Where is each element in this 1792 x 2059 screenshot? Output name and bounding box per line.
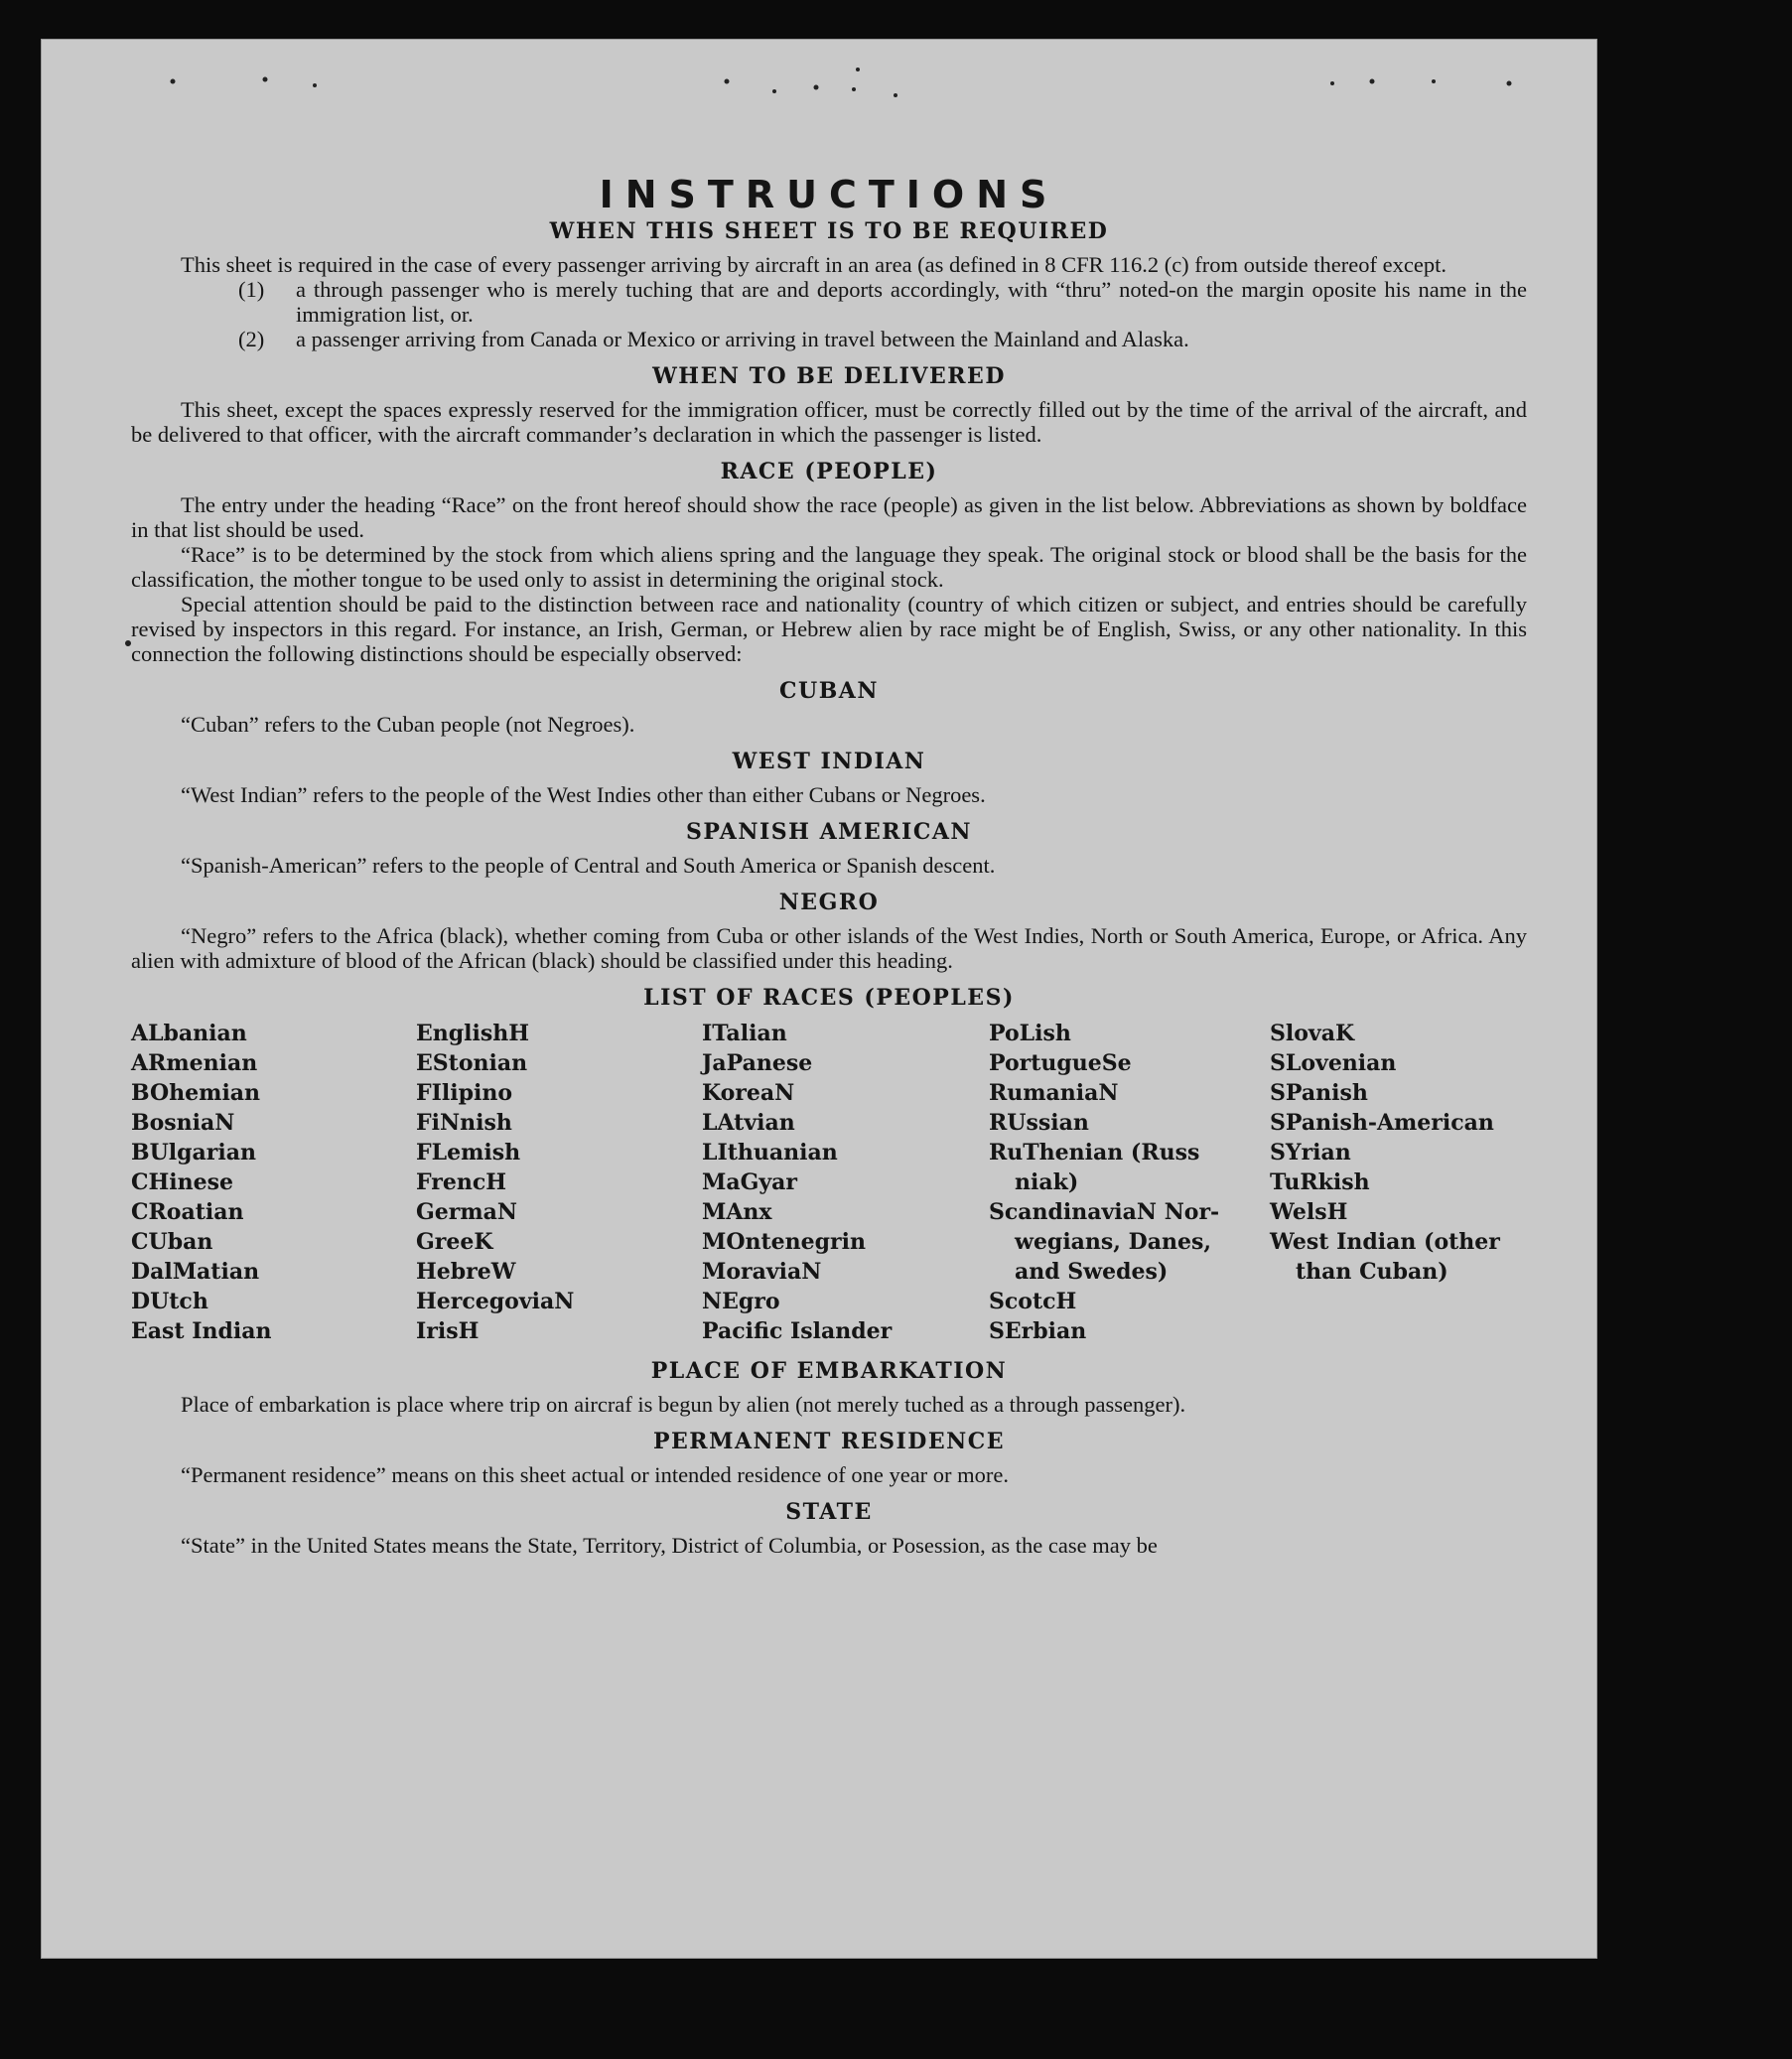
race-entry: ScotcH <box>989 1289 1077 1314</box>
race-entry: GermaN <box>416 1199 518 1225</box>
races-column <box>131 1019 416 1346</box>
race-entry: TuRkish <box>1270 1169 1370 1195</box>
negro-text: “Negro” refers to the Africa (black), whether coming from Cuba or other islands of the West Indies, North or South America, Europe, or Africa. Any alien with admixture of blood of the African (black) should be classified under this heading. <box>131 923 1527 973</box>
race-entry: CUban <box>131 1229 213 1255</box>
race-entry: West Indian (other <box>1270 1229 1500 1255</box>
race-entry: SPanish <box>1270 1080 1368 1106</box>
race-entry: MaGyar <box>702 1169 798 1195</box>
races-column <box>702 1019 989 1346</box>
race-entry: LAtvian <box>702 1110 795 1136</box>
race-entry: RUssian <box>989 1110 1089 1136</box>
exception-number: (1) <box>238 277 265 302</box>
race-paragraph: The entry under the heading “Race” on the front hereof should show the race (people) as given in the list below. Abbreviations as shown by boldface in that list should be used. <box>131 492 1527 542</box>
race-entry: CRoatian <box>131 1199 244 1225</box>
race-entry: BOhemian <box>131 1080 261 1106</box>
race-entry: CHinese <box>131 1169 234 1195</box>
race-entry: Pacific Islander <box>702 1318 893 1344</box>
race-entry: FrencH <box>416 1169 506 1195</box>
west-indian-text: “West Indian” refers to the people of the West Indies other than either Cubans or Negroes. <box>181 782 986 807</box>
heading-cuban: CUBAN <box>779 678 879 704</box>
race-entry: FiNnish <box>416 1110 512 1136</box>
race-entry: FLemish <box>416 1140 521 1166</box>
heading-negro: NEGRO <box>778 890 880 915</box>
heading-permanent-residence: PERMANENT RESIDENCE <box>653 1429 1005 1454</box>
heading-state: STATE <box>785 1499 873 1525</box>
exception-item <box>238 277 1527 327</box>
race-entry: ITalian <box>702 1021 787 1046</box>
race-entry: MOntenegrin <box>702 1229 866 1255</box>
spanish-american-text: “Spanish-American” refers to the people of Central and South America or Spanish descent. <box>181 853 996 878</box>
race-entry: DUtch <box>131 1289 208 1314</box>
race-entry: DalMatian <box>131 1259 260 1285</box>
exception-number: (2) <box>238 327 265 351</box>
cuban-text: “Cuban” refers to the Cuban people (not Negroes). <box>181 712 635 737</box>
race-entry: ALbanian <box>131 1021 247 1046</box>
heading-when-delivered: WHEN TO BE DELIVERED <box>652 363 1006 389</box>
race-entry: KoreaN <box>702 1080 795 1106</box>
race-entry: SErbian <box>989 1318 1087 1344</box>
race-entry: RumaniaN <box>989 1080 1119 1106</box>
race-entry: East Indian <box>131 1318 272 1344</box>
race-entry: PortugueSe <box>989 1050 1132 1076</box>
races-column <box>1270 1019 1527 1346</box>
residence-text: “Permanent residence” means on this sheet actual or intended residence of one year or more. <box>181 1462 1010 1487</box>
document-page <box>42 40 1596 1958</box>
instructions-content <box>131 173 1527 1558</box>
heading-west-indian: WEST INDIAN <box>732 749 926 774</box>
race-entry-continued: niak) <box>1015 1169 1079 1195</box>
embarkation-text: Place of embarkation is place where trip on aircraf is begun by alien (not merely tuched as a through passenger). <box>181 1392 1186 1417</box>
race-entry: BUlgarian <box>131 1140 256 1166</box>
race-entry: JaPanese <box>702 1050 813 1076</box>
races-list <box>131 1019 1527 1346</box>
race-entry: ScandinaviaN Nor- <box>989 1199 1220 1225</box>
race-entry: EnglishH <box>416 1021 530 1046</box>
race-entry: EStonian <box>416 1050 528 1076</box>
races-column <box>989 1019 1270 1346</box>
race-entry: HercegoviaN <box>416 1289 575 1314</box>
state-text: “State” in the United States means the State, Territory, District of Columbia, or Posession, as the case may be <box>181 1533 1158 1558</box>
delivered-text: This sheet, except the spaces expressly reserved for the immigration officer, must be correctly filled out by the time of the arrival of the aircraft, and be delivered to that officer, with the aircraft commander’s declaration in which the passenger is listed. <box>131 397 1527 447</box>
heading-race: RACE (PEOPLE) <box>720 459 938 484</box>
race-entry: FIlipino <box>416 1080 513 1106</box>
race-entry: ARmenian <box>131 1050 258 1076</box>
required-intro: This sheet is required in the case of every passenger arriving by aircraft in an area (as defined in 8 CFR 116.2 (c) from outside thereof except. <box>181 252 1447 277</box>
race-entry: MoraviaN <box>702 1259 822 1285</box>
race-entry: MAnx <box>702 1199 772 1225</box>
heading-list-of-races: LIST OF RACES (PEOPLES) <box>643 985 1015 1011</box>
heading-spanish-american: SPANISH AMERICAN <box>685 819 973 845</box>
race-entry: SLovenian <box>1270 1050 1397 1076</box>
races-column <box>416 1019 702 1346</box>
race-entry: LIthuanian <box>702 1140 838 1166</box>
race-entry: GreeK <box>416 1229 493 1255</box>
exception-text: a passenger arriving from Canada or Mexico or arriving in travel between the Mainland and Alaska. <box>296 327 1189 351</box>
heading-place-of-embarkation: PLACE OF EMBARKATION <box>650 1358 1008 1384</box>
race-entry: WelsH <box>1270 1199 1348 1225</box>
race-entry: RuThenian (Russ <box>989 1140 1200 1166</box>
race-paragraph: “Race” is to be determined by the stock from which aliens spring and the language they speak. The original stock or blood shall be the basis for the classification, the mother tongue to be used only to assist in determining the original stock. <box>131 542 1527 592</box>
race-entry: SPanish-American <box>1270 1110 1494 1136</box>
race-entry: IrisH <box>416 1318 480 1344</box>
race-paragraph: Special attention should be paid to the distinction between race and nationality (country of which citizen or subject, and entries should be carefully revised by inspectors in this regard. For instance, an Irish, German, or Hebrew alien by race might be of English, Swiss, or any other nationality. In this connection the following distinctions should be especially observed: <box>131 592 1527 666</box>
race-entry-continued: than Cuban) <box>1296 1259 1448 1285</box>
race-entry: SYrian <box>1270 1140 1351 1166</box>
race-entry: PoLish <box>989 1021 1071 1046</box>
heading-when-required: WHEN THIS SHEET IS TO BE REQUIRED <box>549 218 1109 244</box>
race-entry: BosniaN <box>131 1110 235 1136</box>
race-entry: SlovaK <box>1270 1021 1355 1046</box>
race-entry: HebreW <box>416 1259 516 1285</box>
race-entry-continued: and Swedes) <box>1015 1259 1169 1285</box>
page-title: INSTRUCTIONS <box>599 173 1059 216</box>
race-entry-continued: wegians, Danes, <box>1015 1229 1211 1255</box>
race-entry: NEgro <box>702 1289 780 1314</box>
exception-item <box>238 327 1527 351</box>
exception-text: a through passenger who is merely tuching that are and deports accordingly, with “thru” noted-on the margin oposite his name in the immigration list, or. <box>296 277 1527 327</box>
